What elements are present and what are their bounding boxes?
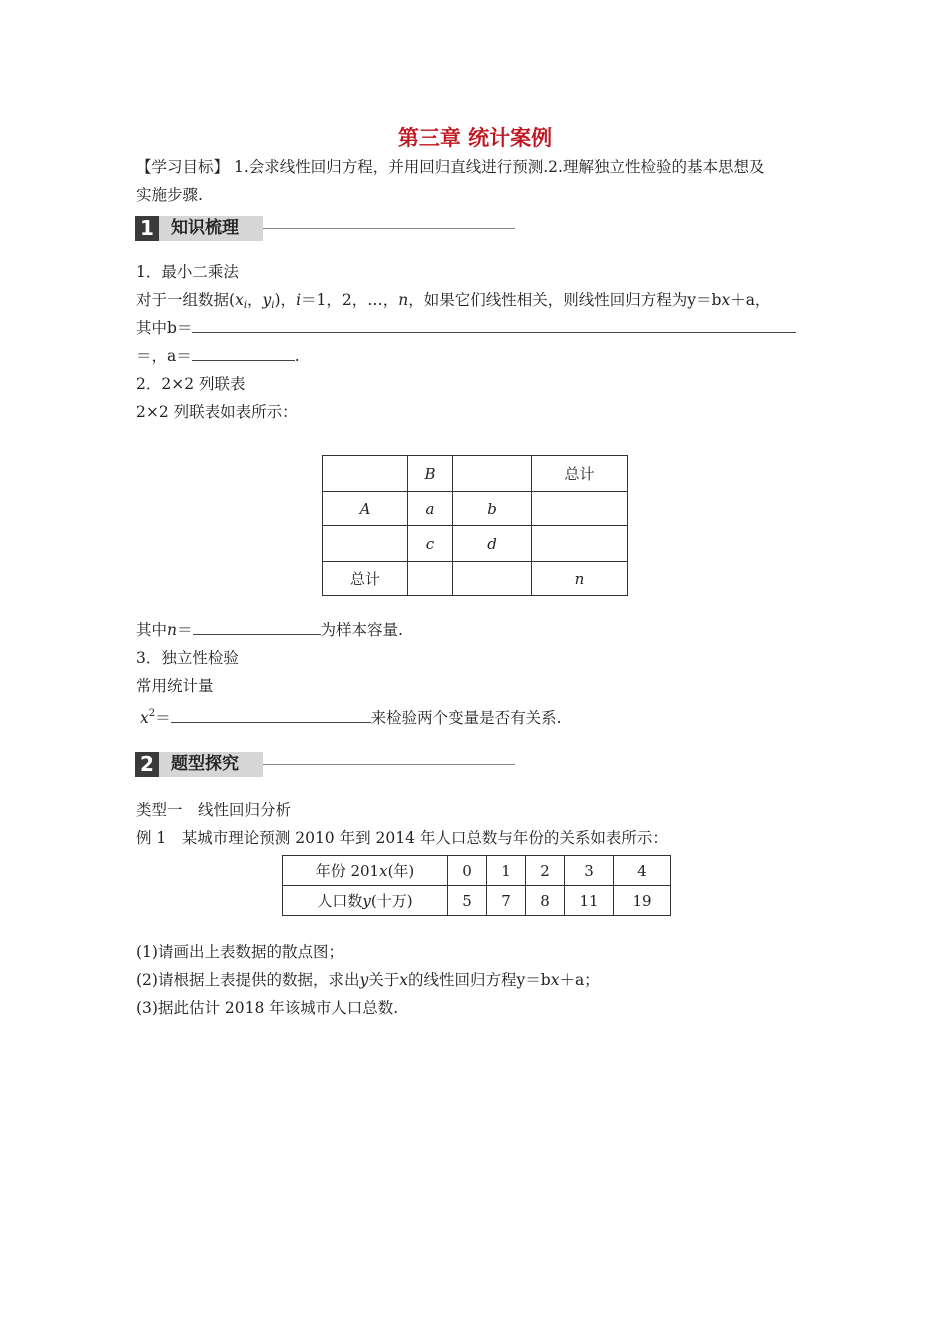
learning-objectives [136, 157, 764, 177]
var-x: x [550, 971, 560, 989]
table-cell: c [408, 526, 453, 562]
question-2 [136, 970, 600, 990]
type-heading: 类型一 线性回归分析 [136, 801, 292, 819]
table-cell [532, 492, 628, 526]
heading-least-squares: 1．最小二乘法 [136, 263, 239, 281]
question-3: (3)据此估计 2018 年该城市人口总数. [136, 999, 399, 1017]
text-run: 其中 [136, 621, 168, 639]
section-label: 题型探究 [159, 752, 263, 777]
table-cell: a [408, 492, 453, 526]
text-run: ＝1，2，…， [301, 291, 399, 309]
table-cell: 总计 [323, 562, 408, 596]
sample-size-line [136, 620, 403, 640]
objectives-line1: 1.会求线性回归方程，并用回归直线进行预测.2.理解独立性检验的基本思想及 [233, 158, 765, 176]
text-run: ＋a， [730, 291, 771, 309]
text-run: 年份 201 [315, 862, 380, 880]
text-run: 的线性回归方程y＝b [408, 971, 551, 989]
var-x: x [379, 862, 388, 880]
table-header-cell [283, 856, 448, 886]
var-y: y [262, 291, 272, 309]
text-run: 为样本容量. [320, 621, 403, 639]
text-run: ， [247, 291, 263, 309]
var-i: i [296, 291, 302, 309]
text-run: 对于一组数据( [136, 291, 236, 309]
text-run: (2)请根据上表提供的数据，求出 [136, 971, 360, 989]
contingency-table [322, 455, 628, 596]
section-number: 1 [135, 216, 159, 241]
table-cell: 2 [526, 856, 565, 886]
table-cell [453, 562, 532, 596]
blank-n[interactable] [193, 620, 321, 635]
table-cell: 8 [526, 886, 565, 916]
table-cell: 11 [565, 886, 614, 916]
table-cell: B [408, 456, 453, 492]
sub-i: i [243, 300, 248, 311]
example-1: 例 1 某城市理论预测 2010 年到 2014 年人口总数与年份的关系如表所示： [136, 829, 668, 847]
text-run: ＝，a＝ [136, 347, 192, 365]
text-run: ＝ [155, 709, 171, 727]
page-title: 第三章 统计案例 [397, 126, 553, 150]
table-cell: d [453, 526, 532, 562]
var-chi: x [140, 709, 149, 727]
a-formula-line [136, 346, 300, 366]
population-table [282, 855, 671, 916]
question-1: (1)请画出上表数据的散点图； [136, 943, 344, 961]
text-run: (年) [387, 862, 415, 880]
var-x: x [235, 291, 244, 309]
contingency-intro: 2×2 列联表如表所示： [136, 403, 298, 421]
var-y: y [359, 971, 369, 989]
statistic-label: 常用统计量 [136, 677, 214, 695]
var-x: x [399, 971, 408, 989]
section-number: 2 [135, 752, 159, 777]
table-cell: 4 [614, 856, 671, 886]
table-cell: 7 [487, 886, 526, 916]
text-run: ，如果它们线性相关，则线性回归方程为y＝b [408, 291, 722, 309]
table-cell: 1 [487, 856, 526, 886]
table-cell [323, 456, 408, 492]
heading-contingency: 2．2×2 列联表 [136, 375, 246, 393]
table-cell: A [323, 492, 408, 526]
heading-independence: 3．独立性检验 [136, 649, 239, 667]
objectives-label: 【学习目标】 [136, 158, 230, 176]
table-cell: b [453, 492, 532, 526]
var-n: n [167, 621, 177, 639]
section-rule [263, 228, 515, 229]
text-run: . [294, 347, 300, 365]
section-rule [263, 764, 515, 765]
var-x: x [721, 291, 731, 309]
var-y: y [362, 892, 371, 910]
text-run: 关于 [368, 971, 400, 989]
table-cell: 5 [448, 886, 487, 916]
sub-i: i [271, 300, 275, 311]
text-run: 人口数 [317, 892, 363, 910]
table-cell: 总计 [532, 456, 628, 492]
text-run: (十万) [370, 892, 413, 910]
text-run: ＝ [177, 621, 193, 639]
var-n: n [398, 291, 409, 309]
table-cell: n [532, 562, 628, 596]
blank-a[interactable] [192, 346, 295, 361]
regression-paragraph [136, 290, 770, 316]
blank-chi-square[interactable] [171, 708, 371, 723]
table-cell: 0 [448, 856, 487, 886]
table-header-cell [283, 886, 448, 916]
objectives-line2: 实施步骤. [136, 186, 203, 204]
table-cell [323, 526, 408, 562]
table-cell [532, 526, 628, 562]
table-cell [453, 456, 532, 492]
section-label: 知识梳理 [159, 216, 263, 241]
blank-b[interactable] [192, 318, 796, 333]
text-run: 其中b＝ [136, 319, 193, 337]
text-run: 来检验两个变量是否有关系. [370, 709, 562, 727]
text-run: )， [274, 291, 297, 309]
table-cell: 3 [565, 856, 614, 886]
sup-2: 2 [148, 708, 156, 719]
table-cell [408, 562, 453, 596]
text-run: ＋a； [559, 971, 600, 989]
b-formula-line [136, 318, 796, 338]
chi-square-line [140, 704, 562, 728]
table-cell: 19 [614, 886, 671, 916]
